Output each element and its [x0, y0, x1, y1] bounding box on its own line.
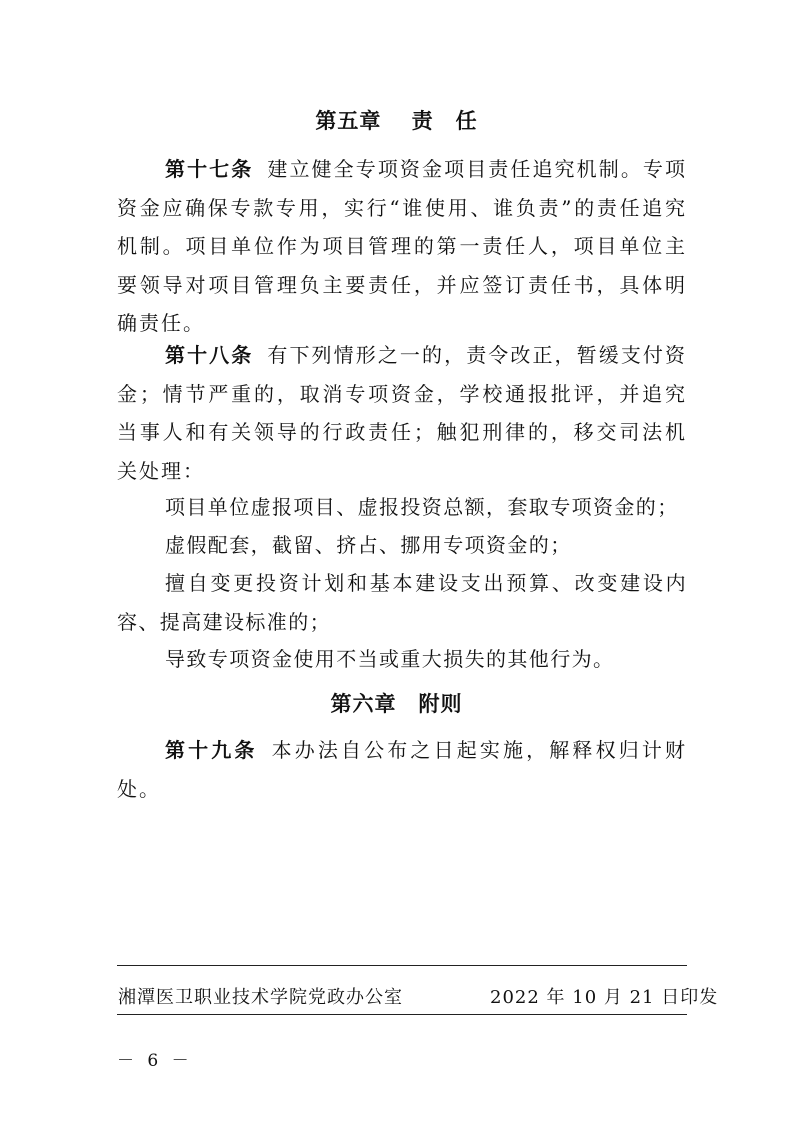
article-19-text: 本办法自公布之日起实施，解释权归计财处。	[117, 738, 688, 801]
article-18	[117, 336, 687, 490]
footer-bottom-rule	[117, 1014, 687, 1015]
article-18-item-3: 擅自变更投资计划和基本建设支出预算、改变建设内容、提高建设标准的；	[117, 571, 687, 634]
page-number: － 6 －	[117, 1051, 193, 1071]
chapter-six-title: 第六章 附则	[330, 692, 463, 716]
article-17-label: 第十七条	[165, 157, 254, 181]
footer-top-rule	[117, 965, 687, 966]
footer-issuer: 湘潭医卫职业技术学院党政办公室	[118, 987, 403, 1008]
article-19-label: 第十九条	[165, 738, 258, 762]
article-18-item-4: 导致专项资金使用不当或重大损失的其他行为。	[165, 647, 615, 671]
article-18-text: 有下列情形之一的，责令改正，暂缓支付资金；情节严重的，取消专项资金，学校通报批评，并追究当事人和有关领导的行政责任；触犯刑律的，移交司法机关处理：	[117, 343, 688, 483]
chapter-five-title: 第五章 责 任	[315, 109, 478, 133]
article-19	[117, 731, 687, 808]
article-18-item-2: 虚假配套，截留、挤占、挪用专项资金的；	[165, 533, 572, 557]
article-18-label: 第十八条	[165, 343, 254, 367]
footer-date: 2022 年 10 月 21 日印发	[490, 987, 719, 1008]
article-17-text: 建立健全专项资金项目责任追究机制。专项资金应确保专款专用，实行“谁使用、谁负责”的责任追究机制。项目单位作为项目管理的第一责任人，项目单位主要领导对项目管理负主要责任，并应签订责任书，具体明确责任。	[117, 157, 688, 335]
article-18-item-1: 项目单位虚报项目、虚报投资总额，套取专项资金的；	[165, 495, 679, 519]
article-17	[117, 150, 687, 343]
